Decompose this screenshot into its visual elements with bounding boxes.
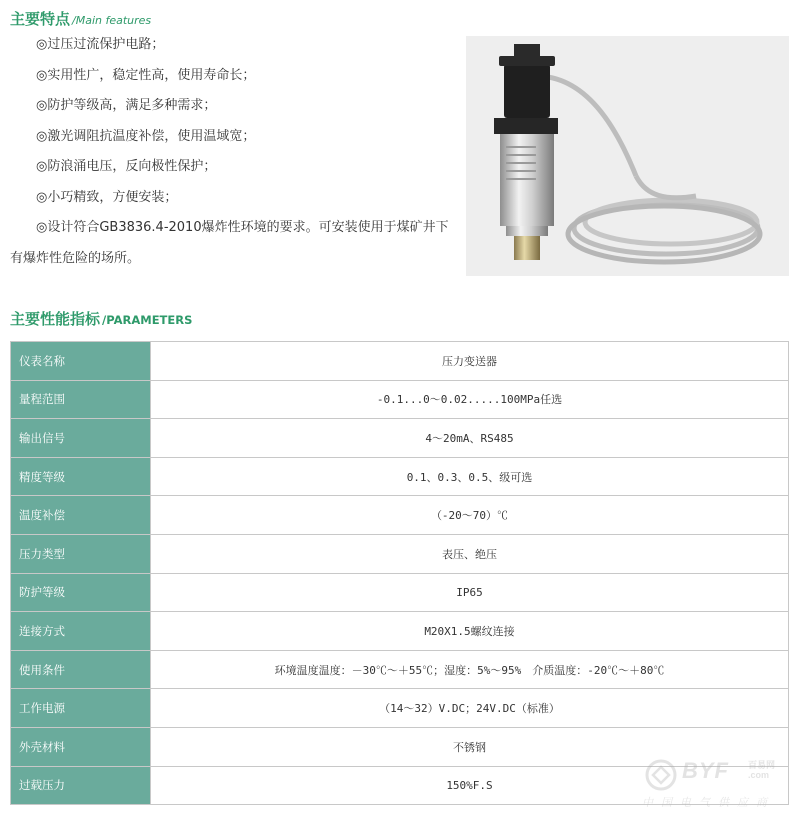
params-title-cn: 主要性能指标 bbox=[10, 310, 101, 328]
param-value: 表压、绝压 bbox=[151, 534, 789, 573]
table-row bbox=[11, 419, 789, 458]
watermark-logo-icon bbox=[644, 758, 678, 792]
table-row bbox=[11, 612, 789, 651]
param-label: 使用条件 bbox=[11, 650, 151, 689]
table-row bbox=[11, 496, 789, 535]
table-row bbox=[11, 534, 789, 573]
param-value: 4～20mA、RS485 bbox=[151, 419, 789, 458]
watermark bbox=[638, 756, 798, 816]
table-row bbox=[11, 342, 789, 381]
watermark-cn: 中国电气供应商 bbox=[642, 796, 775, 809]
param-label: 工作电源 bbox=[11, 689, 151, 728]
pressure-transmitter-image bbox=[466, 36, 789, 276]
features-list bbox=[10, 30, 450, 274]
param-label: 过载压力 bbox=[11, 766, 151, 805]
feature-item: ◎小巧精致，方便安装； bbox=[36, 189, 178, 205]
param-label: 外壳材料 bbox=[11, 727, 151, 766]
product-photo bbox=[466, 36, 789, 276]
feature-item: ◎设计符合GB3836.4-2010爆炸性环境的要求。可安装使用于煤矿井下有爆炸性危险的场所。 bbox=[10, 220, 449, 266]
params-title-en: /PARAMETERS bbox=[102, 313, 193, 327]
feature-item: ◎实用性广，稳定性高，使用寿命长； bbox=[36, 67, 256, 83]
param-label: 输出信号 bbox=[11, 419, 151, 458]
param-value: （14～32）V.DC；24V.DC（标准） bbox=[151, 689, 789, 728]
param-value: M20X1.5螺纹连接 bbox=[151, 612, 789, 651]
features-title bbox=[10, 8, 151, 29]
param-value: IP65 bbox=[151, 573, 789, 612]
features-title-cn: 主要特点 bbox=[10, 10, 71, 28]
table-row bbox=[11, 380, 789, 419]
watermark-sub-line2: .com bbox=[748, 770, 770, 780]
param-value: 0.1、0.3、0.5、级可选 bbox=[151, 457, 789, 496]
feature-item: ◎防护等级高，满足多种需求； bbox=[36, 98, 217, 113]
table-row bbox=[11, 457, 789, 496]
watermark-brand: BYF bbox=[682, 758, 729, 783]
param-value: 环境温度温度：－30℃～＋55℃；湿度：5%～95% 介质温度：-20℃～＋80℃ bbox=[151, 650, 789, 689]
param-label: 精度等级 bbox=[11, 457, 151, 496]
params-title bbox=[10, 308, 192, 329]
feature-item: ◎激光调阻抗温度补偿，使用温域宽； bbox=[36, 128, 256, 144]
features-title-en: /Main features bbox=[72, 14, 152, 27]
param-label: 防护等级 bbox=[11, 573, 151, 612]
watermark-sub bbox=[748, 760, 775, 780]
param-value: （-20～70）℃ bbox=[151, 496, 789, 535]
param-label: 仪表名称 bbox=[11, 342, 151, 381]
param-value: 150%F.S bbox=[151, 766, 789, 805]
param-value: -0.1...0～0.02.....100MPa任选 bbox=[151, 380, 789, 419]
table-row bbox=[11, 573, 789, 612]
param-value: 不锈钢 bbox=[151, 727, 789, 766]
param-label: 量程范围 bbox=[11, 380, 151, 419]
param-label: 连接方式 bbox=[11, 612, 151, 651]
table-row bbox=[11, 650, 789, 689]
param-value: 压力变送器 bbox=[151, 342, 789, 381]
feature-item: ◎过压过流保护电路； bbox=[36, 37, 165, 52]
watermark-sub-line1: 百易网 bbox=[748, 760, 776, 770]
param-label: 压力类型 bbox=[11, 534, 151, 573]
table-row bbox=[11, 689, 789, 728]
param-label: 温度补偿 bbox=[11, 496, 151, 535]
feature-item: ◎防浪涌电压，反向极性保护； bbox=[36, 159, 217, 174]
parameters-table bbox=[10, 341, 789, 805]
